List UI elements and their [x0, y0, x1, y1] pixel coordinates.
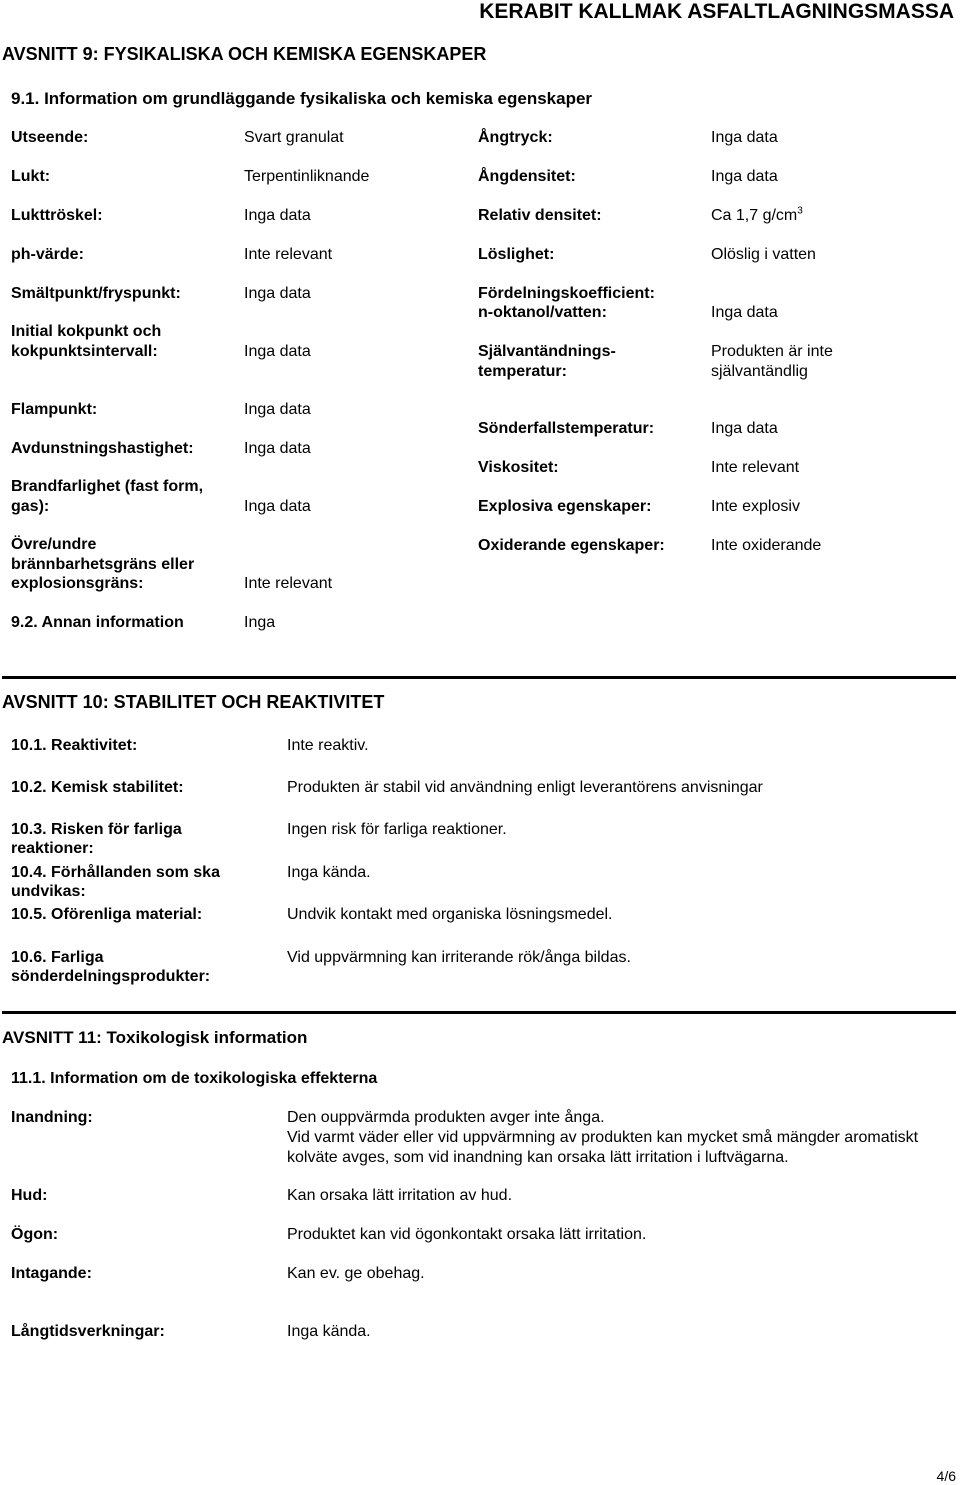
property-label: ph-värde:: [11, 246, 84, 263]
toxicology-value: kolväte avges, som vid inandning kan orsaka lätt irritation i luftvägarna.: [287, 1149, 789, 1166]
stability-label: 10.3. Risken för farliga: [11, 821, 182, 838]
property-value: Inga data: [711, 168, 778, 185]
property-label: Ångtryck:: [478, 129, 553, 146]
property-value: Inga data: [244, 207, 311, 224]
density-value: Ca 1,7 g/cm: [711, 207, 798, 224]
section-9-title: AVSNITT 9: FYSIKALISKA OCH KEMISKA EGENSKAPER: [2, 44, 487, 64]
density-unit-exponent: 3: [797, 205, 803, 217]
property-label: Sönderfallstemperatur:: [478, 420, 655, 437]
property-label: Viskositet:: [478, 459, 559, 476]
property-value: Inga data: [244, 401, 311, 418]
property-value: Inte relevant: [711, 459, 800, 476]
toxicology-label: Hud:: [11, 1187, 48, 1204]
property-value: Inte relevant: [244, 246, 333, 263]
property-label: Löslighet:: [478, 246, 555, 263]
property-label: Initial kokpunkt och: [11, 323, 162, 340]
property-label: Fördelningskoefficient:: [478, 285, 655, 302]
property-value: Inga data: [244, 285, 311, 302]
property-label: kokpunktsintervall:: [11, 343, 158, 360]
property-label: Lukttröskel:: [11, 207, 103, 224]
section-11-title: AVSNITT 11: Toxikologisk information: [2, 1028, 308, 1047]
property-value: Olöslig i vatten: [711, 246, 816, 263]
property-label: Övre/undre: [11, 536, 97, 553]
stability-label: 10.5. Oförenliga material:: [11, 906, 203, 923]
stability-value: Undvik kontakt med organiska lösningsmedel.: [287, 906, 613, 923]
property-label: gas):: [11, 498, 50, 515]
property-value: Inga data: [244, 498, 311, 515]
property-label: Brandfarlighet (fast form,: [11, 478, 204, 495]
stability-label: 10.2. Kemisk stabilitet:: [11, 779, 184, 796]
other-info-value: Inga: [244, 614, 276, 631]
property-value: självantändlig: [711, 363, 808, 380]
other-info-label: 9.2. Annan information: [11, 614, 184, 631]
toxicology-value: Inga kända.: [287, 1323, 371, 1340]
section-divider: [2, 676, 956, 679]
property-label: Explosiva egenskaper:: [478, 498, 652, 515]
toxicology-value: Kan orsaka lätt irritation av hud.: [287, 1187, 513, 1204]
property-label: Utseende:: [11, 129, 89, 146]
property-value: Inga data: [711, 129, 778, 146]
property-label: Smältpunkt/fryspunkt:: [11, 285, 181, 302]
toxicology-label: Långtidsverkningar:: [11, 1323, 165, 1340]
stability-label: sönderdelningsprodukter:: [11, 968, 211, 985]
property-value: Inte explosiv: [711, 498, 800, 515]
property-label: n-oktanol/vatten:: [478, 304, 607, 321]
section-11-1-subtitle: 11.1. Information om de toxikologiska effekterna: [11, 1070, 378, 1087]
property-value: Terpentinliknande: [244, 168, 370, 185]
property-label: Avdunstningshastighet:: [11, 440, 194, 457]
stability-label: reaktioner:: [11, 840, 94, 857]
toxicology-value: Den ouppvärmda produkten avger inte ånga.: [287, 1109, 605, 1126]
toxicology-label: Intagande:: [11, 1265, 92, 1282]
property-value: Inte relevant: [244, 575, 333, 592]
property-label: explosionsgräns:: [11, 575, 144, 592]
property-label: Oxiderande egenskaper:: [478, 537, 665, 554]
property-value: Inga data: [244, 440, 311, 457]
stability-value: Ingen risk för farliga reaktioner.: [287, 821, 507, 838]
property-label: Lukt:: [11, 168, 51, 185]
property-value: Inte oxiderande: [711, 537, 822, 554]
property-label: Relativ densitet:: [478, 207, 602, 224]
property-value: Inga data: [711, 304, 778, 321]
property-label: Självantändnings-: [478, 343, 616, 360]
stability-label: 10.1. Reaktivitet:: [11, 737, 138, 754]
property-label: brännbarhetsgräns eller: [11, 556, 195, 573]
toxicology-label: Ögon:: [11, 1226, 59, 1243]
property-value: [711, 206, 803, 225]
stability-label: 10.4. Förhållanden som ska: [11, 864, 220, 881]
section-divider: [2, 1011, 956, 1014]
stability-value: Inte reaktiv.: [287, 737, 369, 754]
property-value: Inga data: [711, 420, 778, 437]
section-9-1-subtitle: 9.1. Information om grundläggande fysikaliska och kemiska egenskaper: [11, 89, 593, 108]
stability-value: Vid uppvärmning kan irriterande rök/ånga bildas.: [287, 949, 631, 966]
property-value: Inga data: [244, 343, 311, 360]
section-10-title: AVSNITT 10: STABILITET OCH REAKTIVITET: [2, 692, 385, 712]
stability-value: Inga kända.: [287, 864, 371, 881]
property-value: Produkten är inte: [711, 343, 833, 360]
property-label: temperatur:: [478, 363, 567, 380]
property-label: Flampunkt:: [11, 401, 98, 418]
document-header: KERABIT KALLMAK ASFALTLAGNINGSMASSA: [479, 0, 954, 23]
stability-value: Produkten är stabil vid användning enligt leverantörens anvisningar: [287, 779, 763, 796]
toxicology-value: Vid varmt väder eller vid uppvärmning av produkten kan mycket små mängder aromatiskt: [287, 1129, 919, 1146]
property-label: Ångdensitet:: [478, 168, 576, 185]
page-number: 4/6: [936, 1468, 956, 1484]
toxicology-label: Inandning:: [11, 1109, 93, 1126]
stability-label: 10.6. Farliga: [11, 949, 104, 966]
property-value: Svart granulat: [244, 129, 344, 146]
toxicology-value: Produktet kan vid ögonkontakt orsaka lätt irritation.: [287, 1226, 647, 1243]
toxicology-value: Kan ev. ge obehag.: [287, 1265, 425, 1282]
stability-label: undvikas:: [11, 883, 86, 900]
